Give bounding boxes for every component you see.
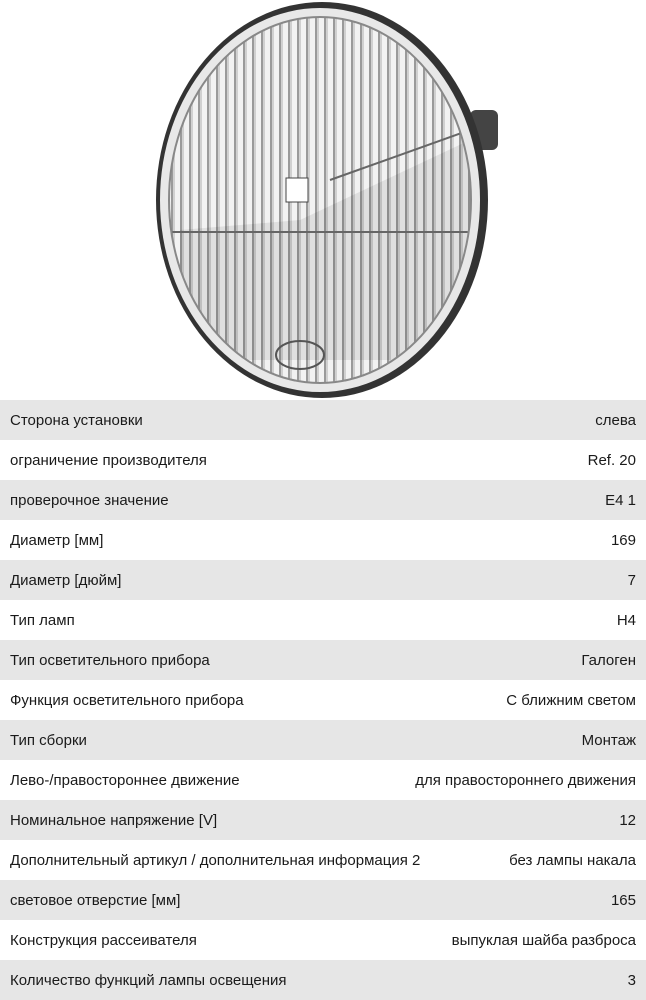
spec-value: С ближним светом [506,691,636,709]
spec-label: Диаметр [дюйм] [10,571,122,589]
spec-label: Тип осветительного прибора [10,651,210,669]
spec-row [0,920,646,960]
spec-row [0,600,646,640]
spec-label: Функция осветительного прибора [10,691,244,709]
spec-value: Ref. 20 [587,451,636,469]
spec-value: Монтаж [581,731,636,749]
spec-row [0,560,646,600]
spec-label: Количество функций лампы освещения [10,971,287,989]
spec-value: для правостороннего движения [415,771,636,789]
spec-label: Сторона установки [10,411,143,429]
spec-label: Диаметр [мм] [10,531,104,549]
spec-label: Номинальное напряжение [V] [10,811,218,829]
spec-label: Тип ламп [10,611,75,629]
spec-label: проверочное значение [10,491,169,509]
spec-label: Лево-/правостороннее движение [10,771,240,789]
spec-row [0,880,646,920]
spec-value: без лампы накала [509,851,636,869]
spec-row [0,680,646,720]
headlight-image [0,0,646,400]
spec-row [0,440,646,480]
spec-label: световое отверстие [мм] [10,891,181,909]
spec-row [0,960,646,1000]
spec-value: H4 [616,611,636,629]
spec-value: 3 [627,971,636,989]
spec-value: 165 [610,891,636,909]
specs-table [0,400,646,1000]
spec-row [0,800,646,840]
spec-value: выпуклая шайба разброса [451,931,636,949]
spec-label: Тип сборки [10,731,87,749]
spec-label: Конструкция рассеивателя [10,931,197,949]
spec-value: 169 [610,531,636,549]
spec-value: слева [595,411,636,429]
spec-row [0,840,646,880]
spec-row [0,720,646,760]
spec-value: 12 [619,811,636,829]
spec-value: 7 [627,571,636,589]
spec-row [0,640,646,680]
product-image [0,0,646,400]
spec-label: Дополнительный артикул / дополнительная информация 2 [10,851,421,869]
spec-value: Галоген [581,651,636,669]
spec-value: E4 1 [605,491,636,509]
spec-row [0,760,646,800]
spec-row [0,400,646,440]
spec-row [0,520,646,560]
spec-label: ограничение производителя [10,451,207,469]
spec-row [0,480,646,520]
